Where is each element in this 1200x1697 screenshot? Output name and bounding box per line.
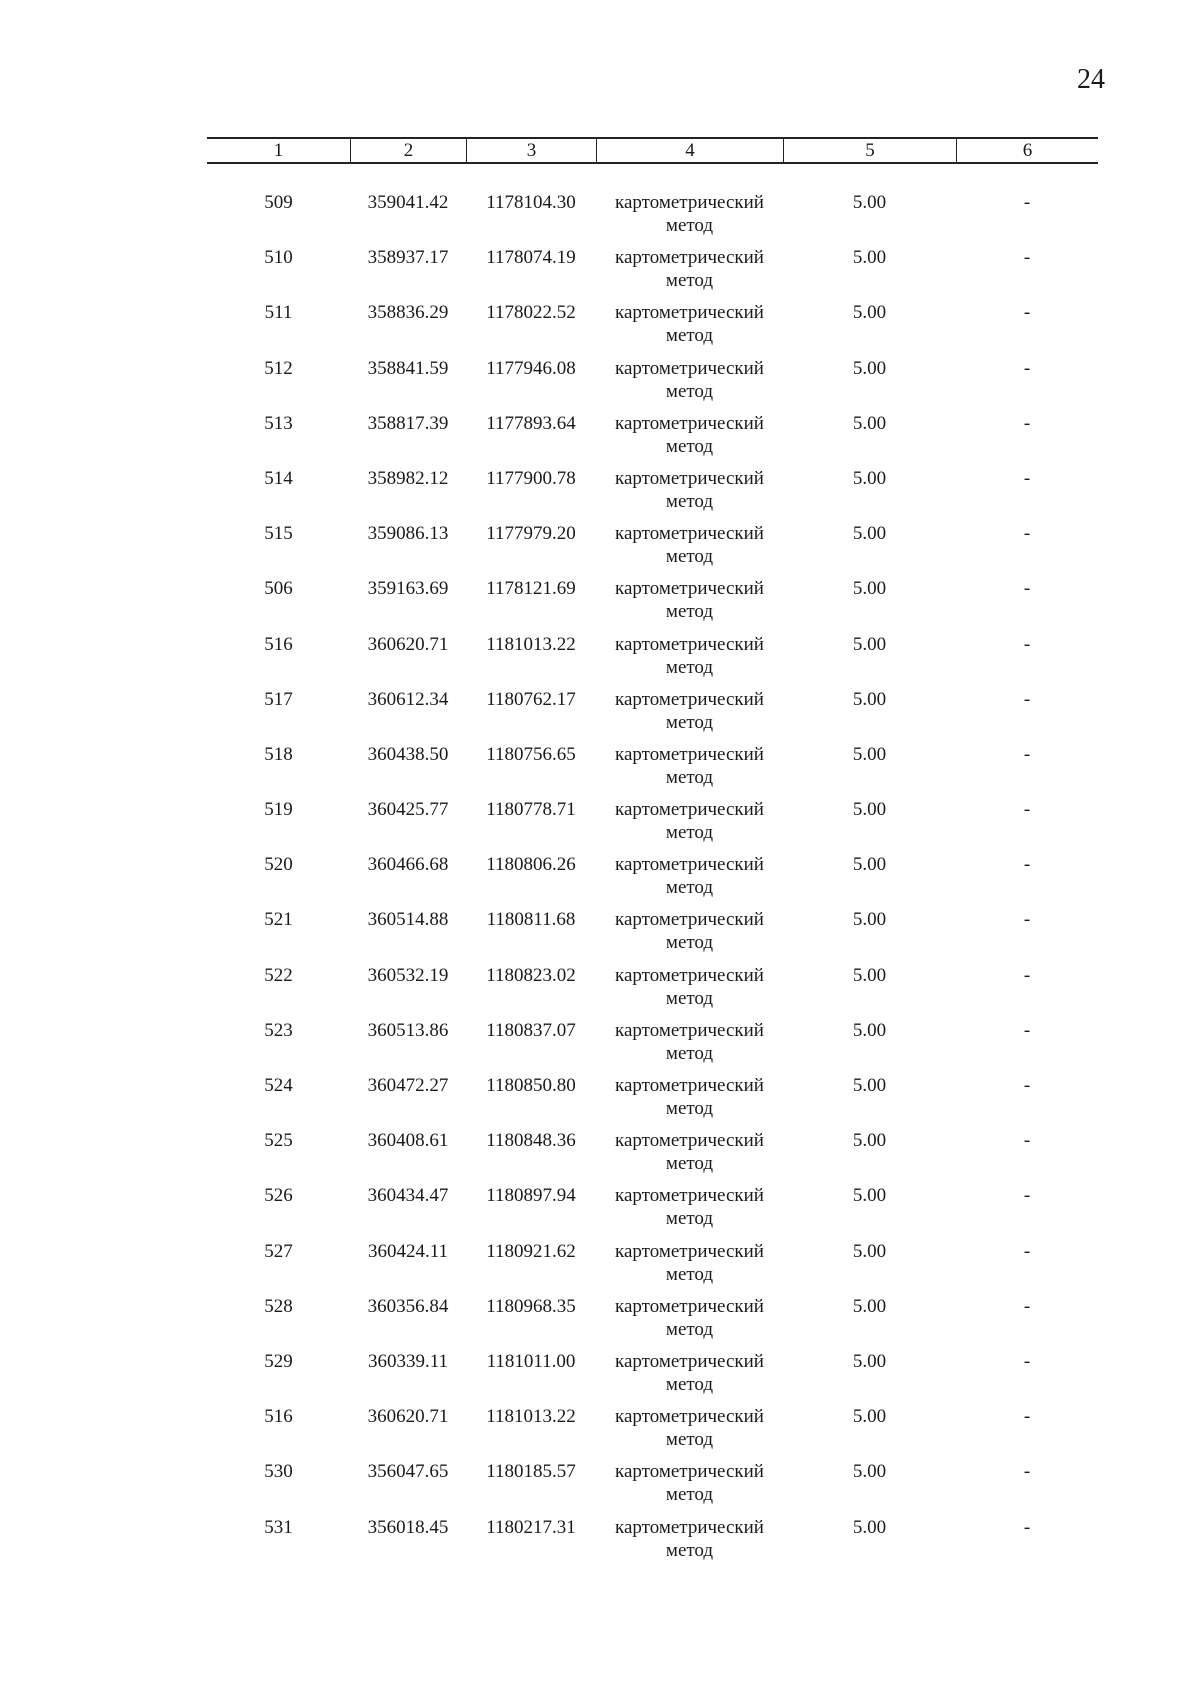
method-line-2: метод	[665, 987, 714, 1009]
table-row	[207, 688, 1098, 743]
point-number: 525	[264, 1130, 293, 1152]
method-line-1: картометрический	[615, 1295, 764, 1317]
table-row	[207, 1129, 1098, 1184]
coordinate-y: 1180756.65	[486, 743, 576, 765]
method-line-2: метод	[665, 1042, 714, 1064]
table-header	[207, 137, 1098, 164]
method-cell	[596, 1184, 783, 1239]
column-header-4: 4	[596, 139, 783, 162]
coordinate-x: 358937.17	[367, 247, 449, 269]
method-line-2: метод	[665, 766, 714, 788]
coordinate-y: 1180848.36	[486, 1130, 576, 1152]
table-row	[207, 1184, 1098, 1239]
coordinate-y: 1180185.57	[486, 1461, 576, 1483]
accuracy-value: 5.00	[852, 633, 887, 655]
method-line-2: метод	[665, 656, 714, 678]
table-row	[207, 191, 1098, 246]
coordinate-y: 1181011.00	[486, 1350, 576, 1372]
accuracy-value: 5.00	[852, 523, 887, 545]
method-line-2: метод	[665, 1153, 714, 1175]
method-line-1: картометрический	[615, 633, 764, 655]
note-value: -	[1023, 633, 1031, 655]
table-row	[207, 1240, 1098, 1295]
note-value: -	[1023, 1240, 1031, 1262]
method-line-1: картометрический	[615, 578, 764, 600]
coordinate-y: 1180762.17	[486, 688, 576, 710]
note-value: -	[1023, 1019, 1031, 1041]
accuracy-value: 5.00	[852, 964, 887, 986]
point-number: 511	[264, 302, 293, 324]
method-line-2: метод	[665, 1098, 714, 1119]
table-row	[207, 1405, 1098, 1460]
coordinate-x: 360513.86	[367, 1019, 449, 1041]
table-row	[207, 357, 1098, 412]
coordinate-y: 1180806.26	[486, 854, 576, 876]
coordinate-x: 356018.45	[367, 1516, 449, 1538]
method-line-2: метод	[665, 270, 714, 292]
table-row	[207, 1074, 1098, 1129]
coordinate-y: 1180968.35	[486, 1295, 576, 1317]
method-cell	[596, 688, 783, 743]
accuracy-value: 5.00	[852, 302, 887, 324]
coordinate-y: 1178074.19	[486, 247, 576, 269]
table-row	[207, 412, 1098, 467]
method-line-1: картометрический	[615, 799, 764, 821]
method-line-2: метод	[665, 1484, 714, 1506]
point-number: 514	[264, 467, 293, 489]
note-value: -	[1023, 412, 1031, 434]
method-cell	[596, 246, 783, 301]
method-line-2: метод	[665, 1318, 714, 1340]
coordinate-x: 360424.11	[367, 1240, 449, 1262]
coordinate-y: 1180850.80	[486, 1075, 576, 1096]
note-value: -	[1023, 467, 1031, 489]
accuracy-value: 5.00	[852, 357, 887, 379]
coordinate-y: 1177893.64	[486, 412, 576, 434]
note-value: -	[1023, 1295, 1031, 1317]
note-value: -	[1023, 578, 1031, 600]
coordinate-x: 360408.61	[367, 1130, 449, 1152]
method-line-2: метод	[665, 711, 714, 733]
accuracy-value: 5.00	[852, 1295, 887, 1317]
coordinate-y: 1180837.07	[486, 1019, 576, 1041]
note-value: -	[1023, 1406, 1031, 1428]
point-number: 522	[264, 964, 293, 986]
method-line-2: метод	[665, 380, 714, 402]
accuracy-value: 5.00	[852, 1130, 887, 1152]
coordinate-x: 360620.71	[367, 633, 449, 655]
method-line-1: картометрический	[615, 743, 764, 765]
table-row	[207, 964, 1098, 1019]
coordinate-x: 360425.77	[367, 799, 449, 821]
method-line-1: картометрический	[615, 688, 764, 710]
method-line-2: метод	[665, 546, 714, 568]
note-value: -	[1023, 1130, 1031, 1152]
table-row	[207, 301, 1098, 356]
point-number: 513	[264, 412, 293, 434]
point-number: 531	[264, 1516, 293, 1538]
method-line-2: метод	[665, 325, 714, 347]
coordinate-y: 1178104.30	[486, 192, 576, 213]
column-header-1: 1	[273, 139, 284, 161]
method-cell	[596, 1460, 783, 1515]
method-cell	[596, 412, 783, 467]
note-value: -	[1023, 357, 1031, 379]
accuracy-value: 5.00	[852, 412, 887, 434]
table-row	[207, 246, 1098, 301]
point-number: 527	[264, 1240, 293, 1262]
method-cell	[596, 522, 783, 577]
coordinate-x: 359163.69	[367, 578, 449, 600]
note-value: -	[1023, 743, 1031, 765]
point-number: 526	[264, 1185, 293, 1207]
accuracy-value: 5.00	[852, 1240, 887, 1262]
method-line-1: картометрический	[615, 192, 764, 213]
table-row	[207, 467, 1098, 522]
method-cell	[596, 191, 783, 246]
coordinate-y: 1180217.31	[486, 1516, 576, 1538]
method-line-1: картометрический	[615, 523, 764, 545]
point-number: 516	[264, 1406, 293, 1428]
point-number: 530	[264, 1461, 293, 1483]
point-number: 509	[264, 192, 293, 213]
coordinate-x: 356047.65	[367, 1461, 449, 1483]
coordinate-x: 358817.39	[367, 412, 449, 434]
method-cell	[596, 1516, 783, 1571]
table-row	[207, 577, 1098, 632]
method-line-2: метод	[665, 1539, 714, 1561]
method-line-2: метод	[665, 215, 714, 236]
method-cell	[596, 1074, 783, 1129]
method-line-1: картометрический	[615, 1130, 764, 1152]
coordinate-x: 358841.59	[367, 357, 449, 379]
note-value: -	[1023, 247, 1031, 269]
coordinate-x: 358836.29	[367, 302, 449, 324]
coordinate-y: 1180778.71	[486, 799, 576, 821]
note-value: -	[1023, 1185, 1031, 1207]
method-cell	[596, 1350, 783, 1405]
table-row	[207, 743, 1098, 798]
point-number: 515	[264, 523, 293, 545]
coordinate-x: 360612.34	[367, 688, 449, 710]
column-header-3: 3	[466, 139, 596, 162]
table-row	[207, 1019, 1098, 1074]
table-row	[207, 1350, 1098, 1405]
method-line-2: метод	[665, 490, 714, 512]
column-header-5: 5	[783, 139, 956, 162]
coordinate-y: 1180897.94	[486, 1185, 576, 1207]
method-line-1: картометрический	[615, 1185, 764, 1207]
point-number: 528	[264, 1295, 293, 1317]
accuracy-value: 5.00	[852, 743, 887, 765]
method-line-1: картометрический	[615, 247, 764, 269]
coordinate-y: 1180823.02	[486, 964, 576, 986]
coordinate-x: 360356.84	[367, 1295, 449, 1317]
coordinate-x: 359041.42	[367, 192, 449, 213]
method-cell	[596, 908, 783, 963]
note-value: -	[1023, 688, 1031, 710]
coordinate-y: 1177900.78	[486, 467, 576, 489]
note-value: -	[1023, 1516, 1031, 1538]
point-number: 516	[264, 633, 293, 655]
method-cell	[596, 964, 783, 1019]
coordinate-y: 1178022.52	[486, 302, 576, 324]
method-cell	[596, 853, 783, 908]
accuracy-value: 5.00	[852, 192, 887, 213]
table-row	[207, 908, 1098, 963]
table-row	[207, 798, 1098, 853]
coordinate-y: 1177979.20	[486, 523, 576, 545]
coordinate-y: 1180811.68	[486, 909, 576, 931]
method-cell	[596, 357, 783, 412]
method-cell	[596, 1295, 783, 1350]
coordinate-x: 360514.88	[367, 909, 449, 931]
note-value: -	[1023, 192, 1031, 213]
accuracy-value: 5.00	[852, 688, 887, 710]
method-line-2: метод	[665, 1429, 714, 1451]
accuracy-value: 5.00	[852, 1350, 887, 1372]
accuracy-value: 5.00	[852, 578, 887, 600]
method-line-1: картометрический	[615, 1406, 764, 1428]
method-line-1: картометрический	[615, 1240, 764, 1262]
method-line-1: картометрический	[615, 467, 764, 489]
method-line-2: метод	[665, 932, 714, 954]
note-value: -	[1023, 854, 1031, 876]
coordinate-y: 1178121.69	[486, 578, 576, 600]
accuracy-value: 5.00	[852, 247, 887, 269]
accuracy-value: 5.00	[852, 1075, 887, 1096]
method-cell	[596, 467, 783, 522]
coordinate-y: 1180921.62	[486, 1240, 576, 1262]
method-line-2: метод	[665, 822, 714, 844]
accuracy-value: 5.00	[852, 1516, 887, 1538]
method-line-2: метод	[665, 1263, 714, 1285]
accuracy-value: 5.00	[852, 1019, 887, 1041]
coordinate-y: 1177946.08	[486, 357, 576, 379]
accuracy-value: 5.00	[852, 909, 887, 931]
point-number: 517	[264, 688, 293, 710]
table-row	[207, 522, 1098, 577]
point-number: 506	[264, 578, 293, 600]
note-value: -	[1023, 909, 1031, 931]
table-row	[207, 853, 1098, 908]
page-number: 24	[1077, 64, 1105, 95]
note-value: -	[1023, 799, 1031, 821]
coordinate-x: 360339.11	[367, 1350, 449, 1372]
point-number: 518	[264, 743, 293, 765]
table-body	[207, 191, 1098, 1571]
method-line-1: картометрический	[615, 357, 764, 379]
method-line-1: картометрический	[615, 1075, 764, 1096]
method-cell	[596, 1405, 783, 1460]
method-line-1: картометрический	[615, 412, 764, 434]
coordinate-x: 360466.68	[367, 854, 449, 876]
method-line-1: картометрический	[615, 1461, 764, 1483]
accuracy-value: 5.00	[852, 1185, 887, 1207]
method-line-2: метод	[665, 877, 714, 899]
note-value: -	[1023, 1461, 1031, 1483]
column-header-2: 2	[350, 139, 466, 162]
coordinate-y: 1181013.22	[486, 1406, 576, 1428]
table-row	[207, 633, 1098, 688]
point-number: 529	[264, 1350, 293, 1372]
method-line-1: картометрический	[615, 854, 764, 876]
coordinate-x: 360438.50	[367, 743, 449, 765]
point-number: 519	[264, 799, 293, 821]
table-row	[207, 1460, 1098, 1515]
column-header-6: 6	[956, 139, 1098, 162]
method-cell	[596, 1019, 783, 1074]
coordinate-x: 360620.71	[367, 1406, 449, 1428]
coordinate-x: 359086.13	[367, 523, 449, 545]
method-line-2: метод	[665, 601, 714, 623]
note-value: -	[1023, 964, 1031, 986]
note-value: -	[1023, 302, 1031, 324]
method-line-1: картометрический	[615, 302, 764, 324]
method-cell	[596, 1129, 783, 1184]
point-number: 521	[264, 909, 293, 931]
point-number: 520	[264, 854, 293, 876]
method-cell	[596, 577, 783, 632]
point-number: 524	[264, 1075, 293, 1096]
coordinate-x: 360532.19	[367, 964, 449, 986]
point-number: 512	[264, 357, 293, 379]
method-cell	[596, 301, 783, 356]
method-line-1: картометрический	[615, 964, 764, 986]
table-row	[207, 1516, 1098, 1571]
coordinate-x: 358982.12	[367, 467, 449, 489]
method-cell	[596, 1240, 783, 1295]
point-number: 510	[264, 247, 293, 269]
method-line-1: картометрический	[615, 1350, 764, 1372]
method-line-1: картометрический	[615, 1516, 764, 1538]
accuracy-value: 5.00	[852, 854, 887, 876]
coordinate-x: 360472.27	[367, 1075, 449, 1096]
method-line-2: метод	[665, 1373, 714, 1395]
accuracy-value: 5.00	[852, 467, 887, 489]
method-cell	[596, 633, 783, 688]
method-line-2: метод	[665, 1208, 714, 1230]
table-row	[207, 1295, 1098, 1350]
method-cell	[596, 798, 783, 853]
note-value: -	[1023, 1075, 1031, 1096]
coordinate-x: 360434.47	[367, 1185, 449, 1207]
coordinate-y: 1181013.22	[486, 633, 576, 655]
method-line-1: картометрический	[615, 1019, 764, 1041]
accuracy-value: 5.00	[852, 1406, 887, 1428]
note-value: -	[1023, 1350, 1031, 1372]
point-number: 523	[264, 1019, 293, 1041]
method-line-1: картометрический	[615, 909, 764, 931]
note-value: -	[1023, 523, 1031, 545]
accuracy-value: 5.00	[852, 1461, 887, 1483]
method-line-2: метод	[665, 435, 714, 457]
method-cell	[596, 743, 783, 798]
accuracy-value: 5.00	[852, 799, 887, 821]
